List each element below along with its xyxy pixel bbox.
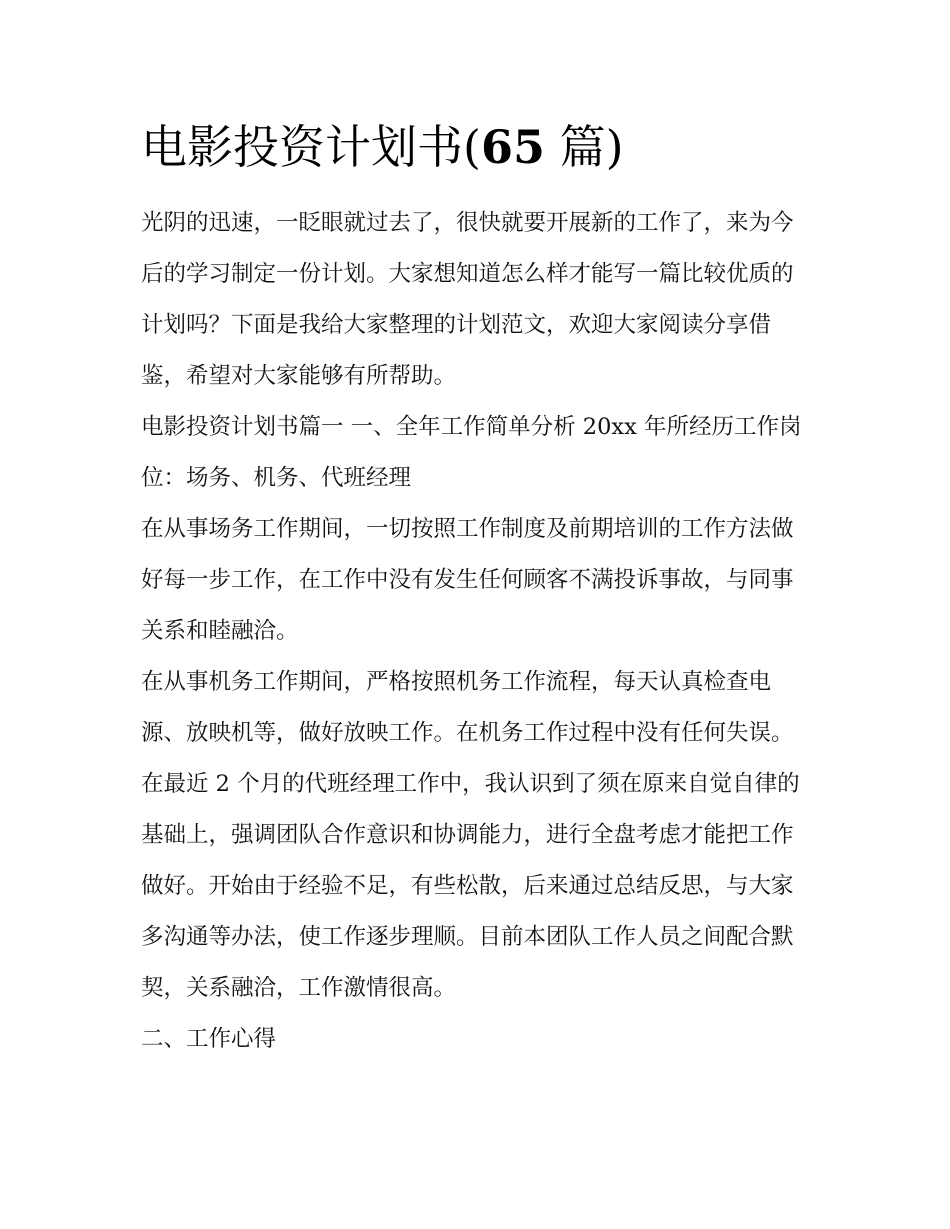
paragraph-projection-work: 在从事机务工作期间，严格按照机务工作流程，每天认真检查电源、放映机等，做好放映工作。在机务工作过程中没有任何失误。	[141, 669, 794, 746]
title-suffix: 篇)	[544, 120, 624, 174]
paragraph-duty-manager: 在最近 2 个月的代班经理工作中，我认识到了须在原来自觉自律的基础上，强调团队合作意识和协调能力，进行全盘考虑才能把工作做好。开始由于经验不足，有些松散，后来通过总结反思，与大家多沟通等办法，使工作逐步理顺。目前本团队工作人员之间配合默契，关系融洽，工作激情很高。	[141, 771, 800, 1001]
paragraph-field-work: 在从事场务工作期间，一切按照工作制度及前期培训的工作方法做好每一步工作，在工作中没有发生任何顾客不满投诉事故，与同事关系和睦融洽。	[141, 516, 794, 644]
paragraph-intro: 光阴的迅速，一眨眼就过去了，很快就要开展新的工作了，来为今后的学习制定一份计划。大家想知道怎么样才能写一篇比较优质的计划吗？下面是我给大家整理的计划范文，欢迎大家阅读分享借鉴，希望对大家能够有所帮助。	[141, 210, 794, 389]
document-title	[141, 116, 841, 178]
paragraph-section-two-heading: 二、工作心得	[141, 1026, 277, 1052]
title-prefix: 电影投资计划书(	[141, 120, 481, 174]
paragraph-section-one: 电影投资计划书篇一 一、全年工作简单分析 20xx 年所经历工作岗位：场务、机务、代班经理	[141, 414, 802, 491]
document-body	[141, 198, 813, 1065]
title-number: 65	[480, 120, 545, 174]
